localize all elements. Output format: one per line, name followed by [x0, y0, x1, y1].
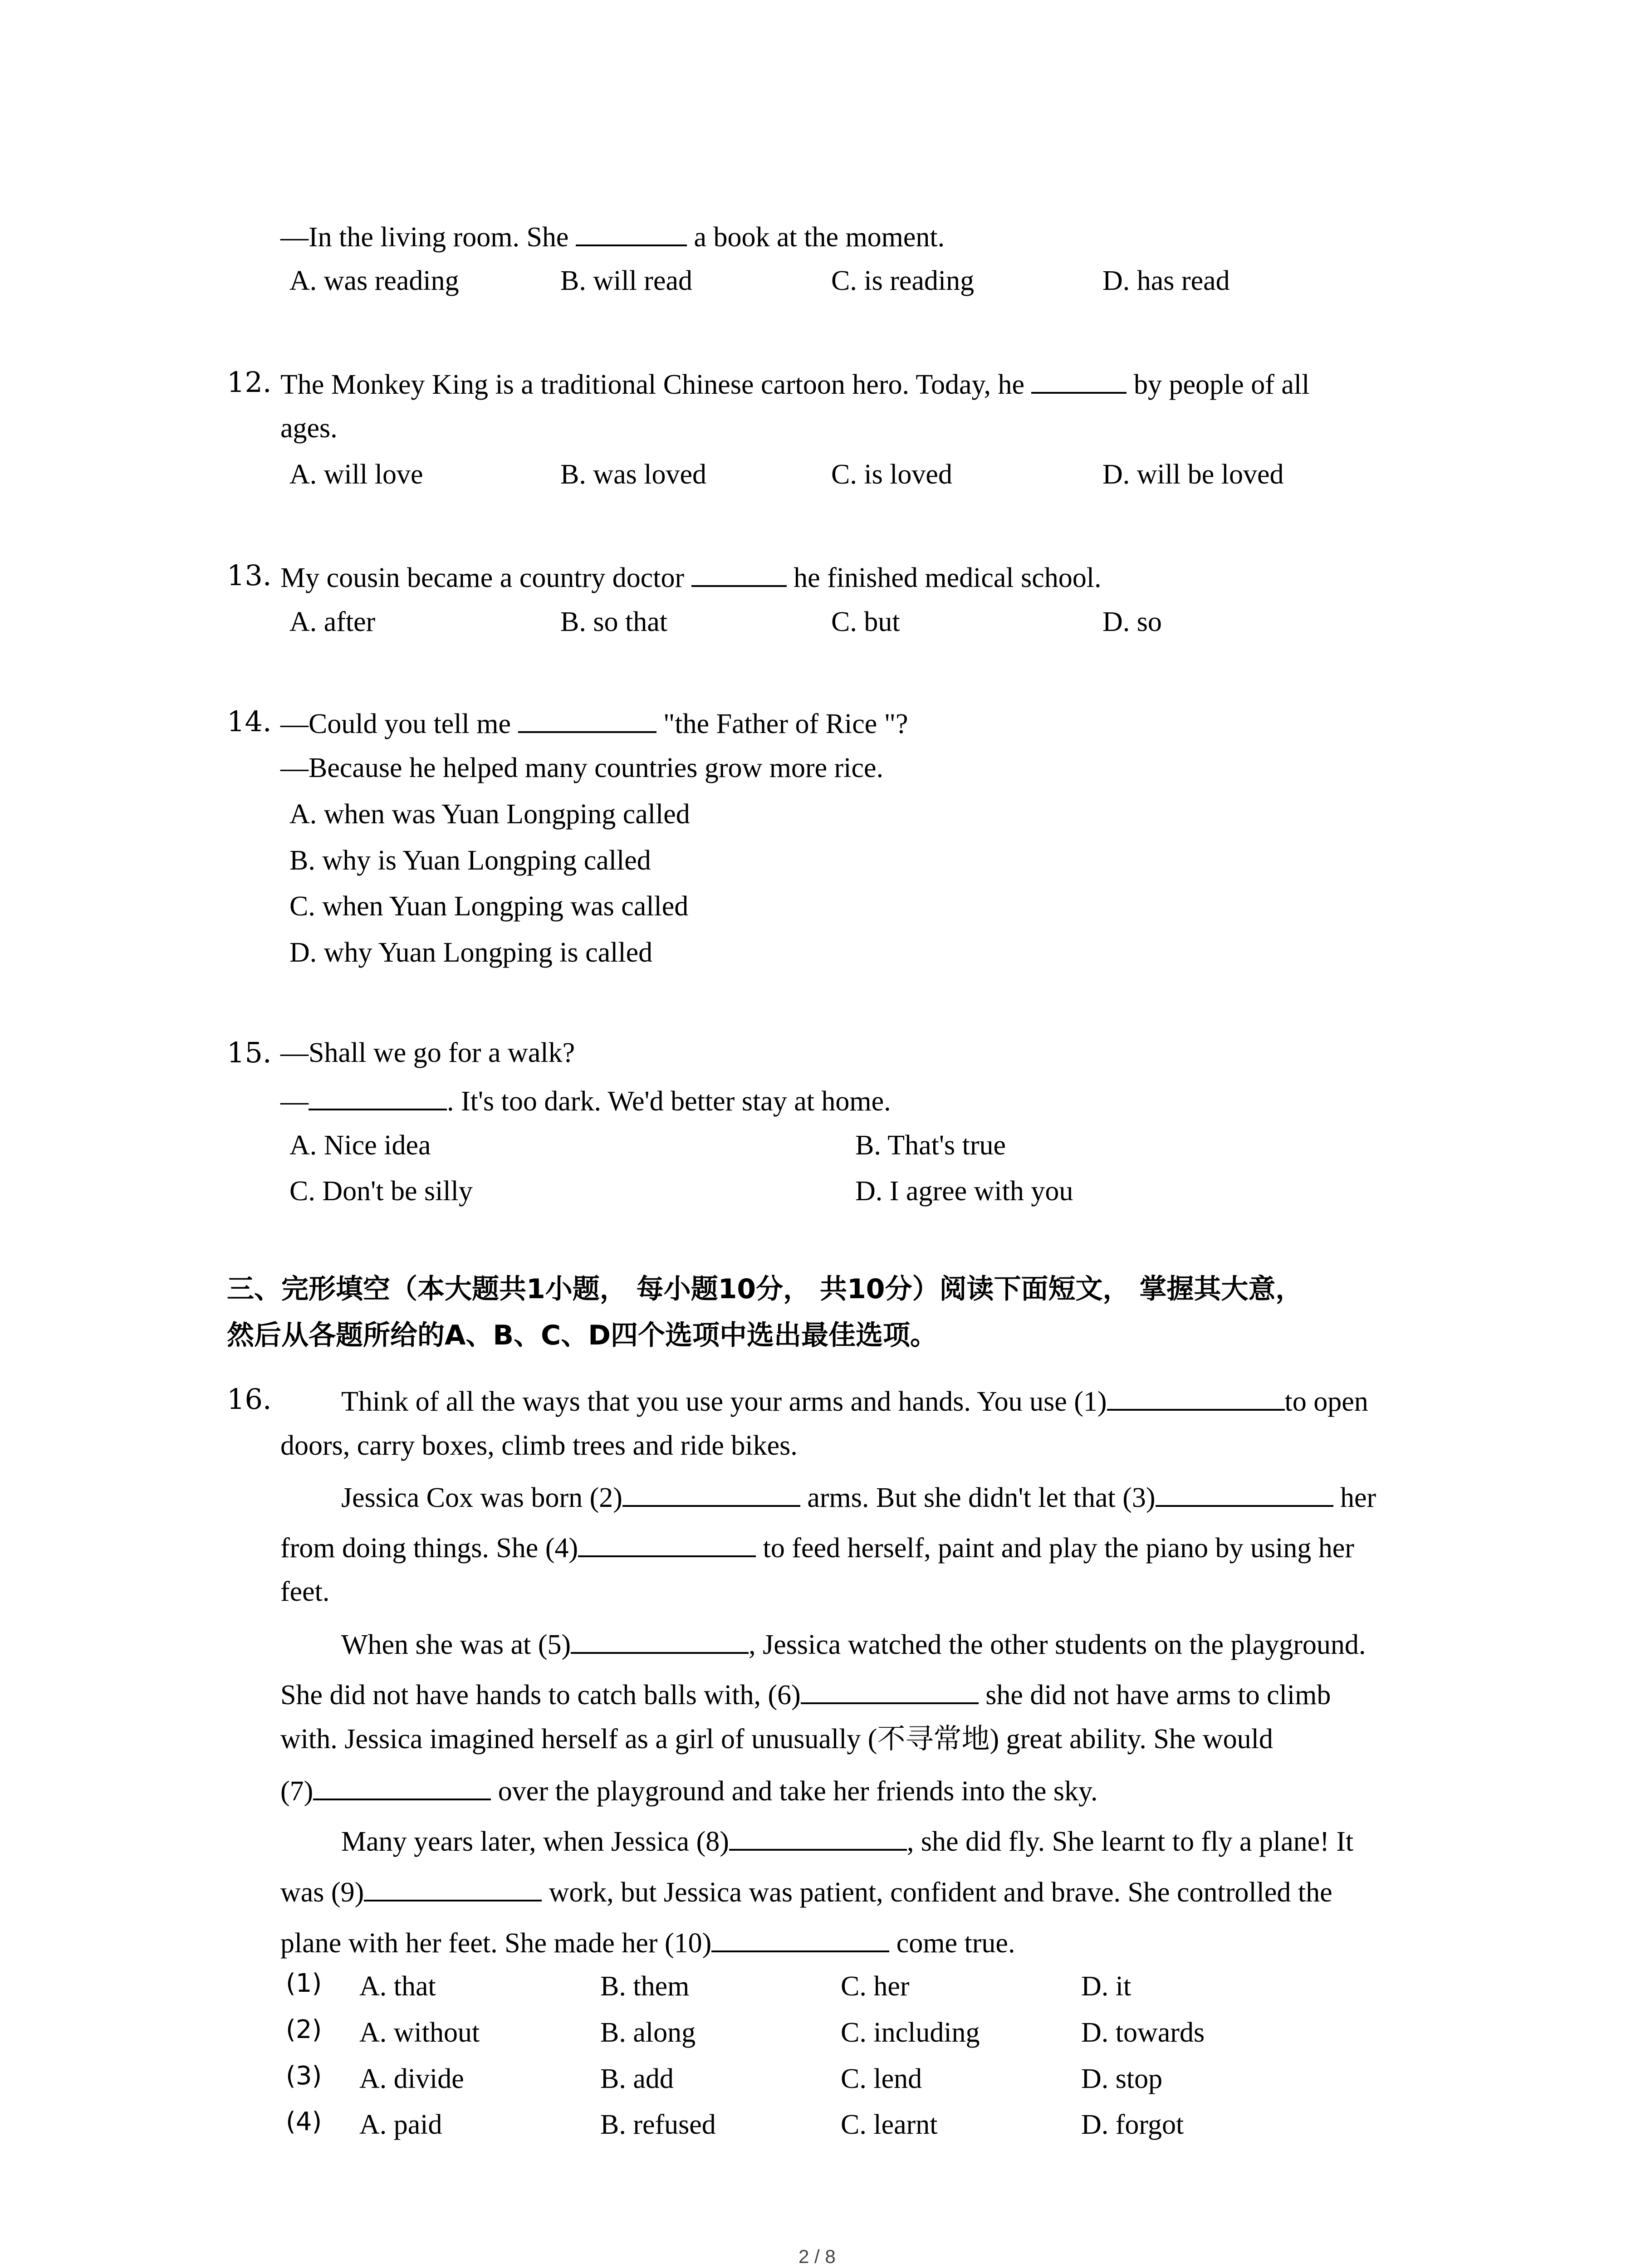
- q14-number: 14.: [227, 705, 272, 738]
- q12-text-b: by people of all: [1127, 369, 1310, 400]
- sub4-option-d[interactable]: D. forgot: [1081, 2109, 1184, 2140]
- passage-text: Many years later, when Jessica (8): [341, 1826, 729, 1857]
- q12-option-b[interactable]: B. was loved: [560, 459, 707, 490]
- q16-passage-line: [280, 1876, 1332, 1906]
- blank-5[interactable]: [571, 1628, 749, 1654]
- q14-option-b[interactable]: B. why is Yuan Longping called: [289, 845, 651, 876]
- passage-text: , she did fly. She learnt to fly a plane! It: [906, 1826, 1354, 1857]
- passage-text: to open: [1284, 1386, 1368, 1417]
- section-3-heading-line2: 然后从各题所给的A、B、C、D四个选项中选出最佳选项。: [227, 1320, 938, 1351]
- passage-text: Jessica Cox was born (2): [341, 1482, 622, 1513]
- q13-blank[interactable]: [691, 562, 787, 587]
- sub2-option-d[interactable]: D. towards: [1081, 2017, 1205, 2048]
- q11-answer-line: [280, 221, 945, 251]
- q13-option-d[interactable]: D. so: [1102, 606, 1162, 637]
- passage-text: was (9): [280, 1877, 364, 1908]
- q13-option-b[interactable]: B. so that: [560, 606, 667, 637]
- q13-option-c[interactable]: C. but: [831, 606, 900, 637]
- blank-10[interactable]: [711, 1927, 889, 1952]
- q13-text-a: My cousin became a country doctor: [280, 562, 691, 593]
- passage-text: Think of all the ways that you use your arms and hands. You use (1): [341, 1386, 1107, 1417]
- passage-text: arms. But she didn't let that (3): [800, 1482, 1156, 1513]
- q16-number: 16.: [227, 1383, 272, 1416]
- page-number: 2 / 8: [798, 2246, 836, 2267]
- q16-passage-line: [341, 1385, 1368, 1416]
- q11-option-b[interactable]: B. will read: [560, 265, 692, 296]
- q13-question-line1: [280, 562, 1101, 592]
- q12-text-a: The Monkey King is a traditional Chinese cartoon hero. Today, he: [280, 369, 1032, 400]
- q13-option-a[interactable]: A. after: [289, 606, 376, 637]
- section-3-heading-line1: 三、完形填空（本大题共1小题， 每小题10分， 共10分）阅读下面短文， 掌握其大意，: [227, 1273, 1303, 1305]
- blank-9[interactable]: [364, 1876, 542, 1901]
- blank-4[interactable]: [578, 1532, 756, 1557]
- sub1-option-a[interactable]: A. that: [359, 1971, 436, 2002]
- sub1-option-c[interactable]: C. her: [841, 1971, 910, 2002]
- sub-question-label: (1): [286, 1969, 322, 1998]
- q13-text-b: he finished medical school.: [786, 562, 1102, 593]
- q11-blank[interactable]: [576, 221, 687, 246]
- q12-option-d[interactable]: D. will be loved: [1102, 459, 1284, 490]
- q15-option-b[interactable]: B. That's true: [855, 1130, 1006, 1161]
- passage-text: She did not have hands to catch balls with, (6): [280, 1680, 801, 1711]
- q12-blank[interactable]: [1031, 368, 1127, 394]
- sub1-option-d[interactable]: D. it: [1081, 1971, 1132, 2002]
- sub4-option-b[interactable]: B. refused: [600, 2109, 716, 2140]
- q15-blank[interactable]: [309, 1085, 447, 1110]
- q14-blank[interactable]: [518, 708, 656, 733]
- passage-text: (7): [280, 1776, 314, 1807]
- q13-number: 13.: [227, 559, 272, 592]
- sub-question-label: (3): [286, 2061, 322, 2091]
- blank-2[interactable]: [622, 1481, 800, 1507]
- sub-question-label: (2): [286, 2015, 322, 2044]
- blank-7[interactable]: [313, 1775, 491, 1800]
- blank-8[interactable]: [729, 1825, 907, 1851]
- q15-text-a: —: [280, 1086, 309, 1117]
- passage-text: her: [1333, 1482, 1376, 1513]
- q16-passage-line: [280, 1775, 1098, 1805]
- q14-option-a[interactable]: A. when was Yuan Longping called: [289, 799, 690, 830]
- q11-text-b: a book at the moment.: [686, 222, 945, 253]
- q14-question-line1: [280, 708, 908, 738]
- q16-passage-line: with. Jessica imagined herself as a girl of unusually (不寻常地) great ability. She would: [280, 1724, 1273, 1755]
- q14-question-line2: —Because he helped many countries grow more rice.: [280, 753, 884, 783]
- passage-text: When she was at (5): [341, 1629, 571, 1660]
- q16-passage-line: [341, 1825, 1353, 1856]
- q15-option-c[interactable]: C. Don't be silly: [289, 1176, 473, 1207]
- q15-number: 15.: [227, 1036, 272, 1069]
- q11-text-a: —In the living room. She: [280, 222, 576, 253]
- passage-text: over the playground and take her friends into the sky.: [491, 1776, 1098, 1807]
- q14-option-d[interactable]: D. why Yuan Longping is called: [289, 937, 653, 968]
- q15-option-a[interactable]: A. Nice idea: [289, 1130, 431, 1161]
- sub4-option-a[interactable]: A. paid: [359, 2109, 442, 2140]
- passage-text: , Jessica watched the other students on the playground.: [749, 1629, 1366, 1660]
- q16-passage-line: [280, 1927, 1015, 1957]
- q16-passage-line: [280, 1679, 1331, 1709]
- q11-option-d[interactable]: D. has read: [1102, 265, 1230, 296]
- passage-text: plane with her feet. She made her (10): [280, 1928, 712, 1959]
- q16-passage-line: feet.: [280, 1576, 330, 1607]
- q14-text-b: "the Father of Rice "?: [656, 709, 908, 739]
- q12-question-line1: [280, 368, 1309, 399]
- q14-option-c[interactable]: C. when Yuan Longping was called: [289, 891, 689, 922]
- passage-text: come true.: [889, 1928, 1015, 1959]
- sub2-option-c[interactable]: C. including: [841, 2017, 980, 2048]
- blank-3[interactable]: [1156, 1481, 1333, 1507]
- sub3-option-a[interactable]: A. divide: [359, 2063, 464, 2094]
- q12-number: 12.: [227, 366, 272, 399]
- blank-6[interactable]: [801, 1679, 979, 1704]
- q11-option-a[interactable]: A. was reading: [289, 265, 459, 296]
- sub2-option-a[interactable]: A. without: [359, 2017, 480, 2048]
- q16-passage-line: [341, 1628, 1366, 1659]
- sub3-option-c[interactable]: C. lend: [841, 2063, 922, 2094]
- q11-option-c[interactable]: C. is reading: [831, 265, 975, 296]
- sub3-option-b[interactable]: B. add: [600, 2063, 674, 2094]
- blank-1[interactable]: [1107, 1385, 1285, 1411]
- sub2-option-b[interactable]: B. along: [600, 2017, 696, 2048]
- q14-text-a: —Could you tell me: [280, 709, 518, 739]
- q12-option-c[interactable]: C. is loved: [831, 459, 952, 490]
- q16-passage-line: [280, 1532, 1354, 1562]
- q15-question-line2: [280, 1085, 891, 1115]
- q16-passage-line: [341, 1481, 1376, 1512]
- q15-question-line1: —Shall we go for a walk?: [280, 1037, 575, 1068]
- q12-question-line2: ages.: [280, 413, 338, 444]
- q12-option-a[interactable]: A. will love: [289, 459, 423, 490]
- q16-passage-line: doors, carry boxes, climb trees and ride bikes.: [280, 1430, 798, 1461]
- passage-text: she did not have arms to climb: [978, 1680, 1331, 1711]
- passage-text: to feed herself, paint and play the piano by using her: [756, 1533, 1354, 1564]
- q15-text-b: . It's too dark. We'd better stay at home.: [447, 1086, 891, 1117]
- sub-question-label: (4): [286, 2107, 322, 2136]
- sub1-option-b[interactable]: B. them: [600, 1971, 690, 2002]
- sub4-option-c[interactable]: C. learnt: [841, 2109, 938, 2140]
- sub3-option-d[interactable]: D. stop: [1081, 2063, 1163, 2094]
- q15-option-d[interactable]: D. I agree with you: [855, 1176, 1073, 1207]
- passage-text: work, but Jessica was patient, confident and brave. She controlled the: [542, 1877, 1332, 1908]
- passage-text: from doing things. She (4): [280, 1533, 578, 1564]
